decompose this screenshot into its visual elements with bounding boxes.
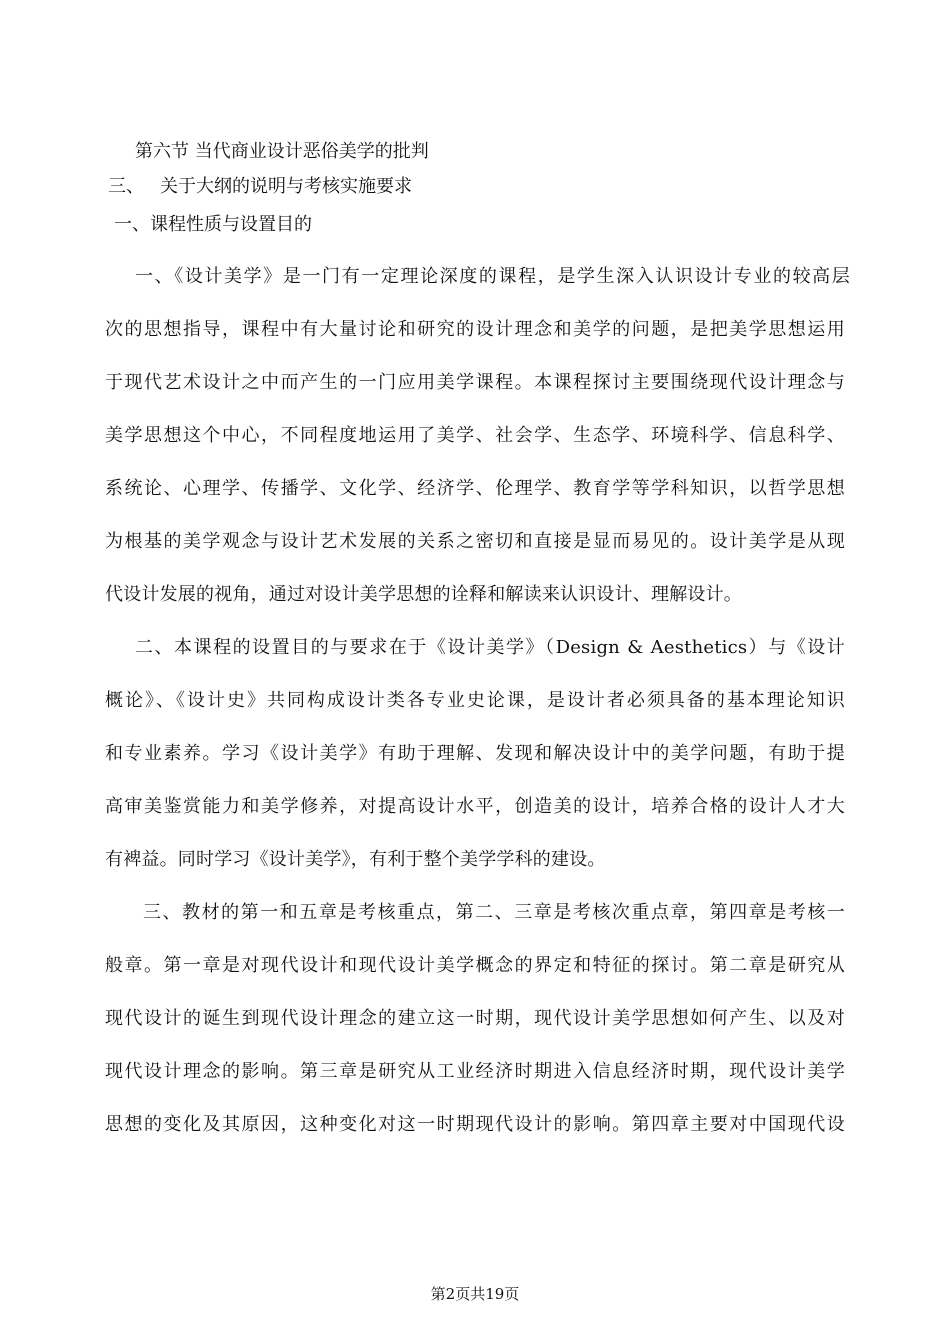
part-title: 关于大纲的说明与考核实施要求 xyxy=(160,176,412,197)
paragraph-line: 代设计发展的视角，通过对设计美学思想的诠释和解读来认识设计、理解设计。 xyxy=(105,584,742,605)
paragraph-line: 和专业素养。学习《设计美学》有助于理解、发现和解决设计中的美学问题，有助于提 xyxy=(105,743,845,764)
paragraph-line: 三、教材的第一和五章是考核重点，第二、三章是考核次重点章，第四章是考核一 xyxy=(143,902,845,923)
paragraph-line: 现代设计理念的影响。第三章是研究从工业经济时期进入信息经济时期，现代设计美学 xyxy=(105,1061,845,1082)
paragraph-line: 系统论、心理学、传播学、文化学、经济学、伦理学、教育学等学科知识，以哲学思想 xyxy=(105,478,845,499)
paragraph-line: 为根基的美学观念与设计艺术发展的关系之密切和直接是显而易见的。设计美学是从现 xyxy=(105,531,845,552)
paragraph-line: 一、《设计美学》是一门有一定理论深度的课程，是学生深入认识设计专业的较高层 xyxy=(135,266,850,287)
paragraph-line: 于现代艺术设计之中而产生的一门应用美学课程。本课程探讨主要围绕现代设计理念与 xyxy=(105,372,845,393)
section-heading: 第六节 当代商业设计恶俗美学的批判 xyxy=(135,141,429,162)
paragraph-line: 二、本课程的设置目的与要求在于《设计美学》（Design & Aesthetics）与《设计 xyxy=(135,637,845,658)
paragraph-line: 高审美鉴赏能力和美学修养，对提高设计水平，创造美的设计，培养合格的设计人才大 xyxy=(105,796,845,817)
paragraph-line: 美学思想这个中心，不同程度地运用了美学、社会学、生态学、环境科学、信息科学、 xyxy=(105,425,845,446)
subsection-heading: 一、课程性质与设置目的 xyxy=(114,214,312,235)
part-number: 三、 xyxy=(108,176,144,197)
paragraph-line: 次的思想指导，课程中有大量讨论和研究的设计理念和美学的问题，是把美学思想运用 xyxy=(105,319,845,340)
paragraph-line: 现代设计的诞生到现代设计理念的建立这一时期，现代设计美学思想如何产生、以及对 xyxy=(105,1008,845,1029)
paragraph-line: 概论》、《设计史》共同构成设计类各专业史论课，是设计者必须具备的基本理论知识 xyxy=(105,690,845,711)
page-number-footer: 第2页共19页 xyxy=(430,1285,520,1303)
paragraph-line: 思想的变化及其原因，这种变化对这一时期现代设计的影响。第四章主要对中国现代设 xyxy=(105,1114,845,1135)
paragraph-line: 有裨益。同时学习《设计美学》，有利于整个美学学科的建设。 xyxy=(105,849,606,870)
paragraph-line: 般章。第一章是对现代设计和现代设计美学概念的界定和特征的探讨。第二章是研究从 xyxy=(105,955,845,976)
